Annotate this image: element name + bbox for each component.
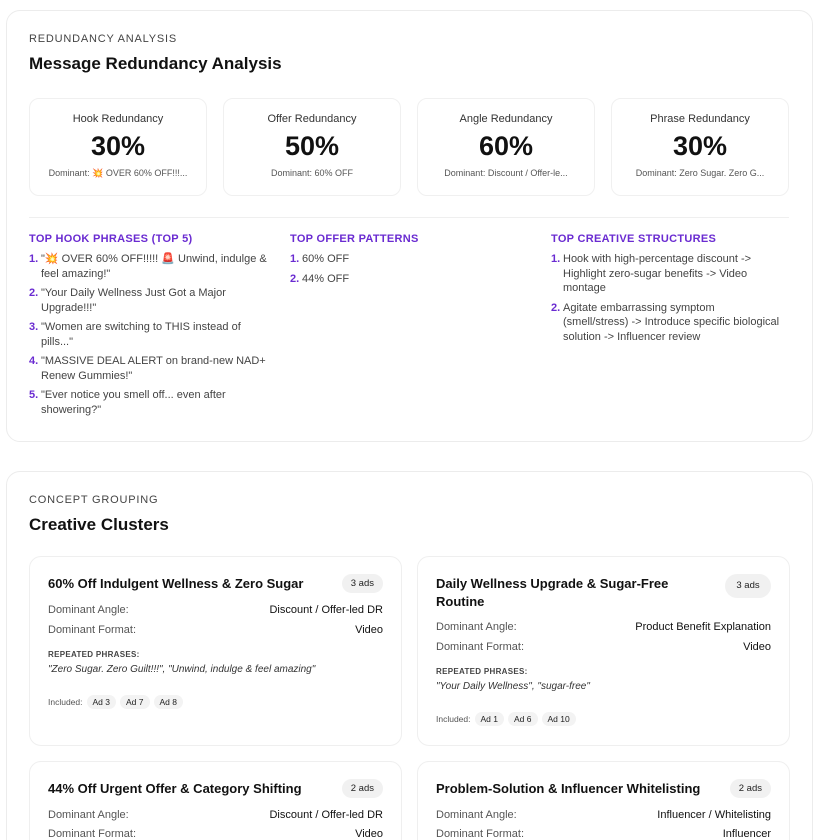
- included-label: Included:: [48, 697, 83, 707]
- row-key: Dominant Angle:: [48, 604, 129, 616]
- section-title: Creative Clusters: [29, 515, 169, 534]
- metric-dominant: Dominant: Zero Sugar. Zero G...: [635, 168, 765, 178]
- phrase-redundancy-metric: [611, 98, 789, 196]
- list-number: 5.: [29, 389, 39, 401]
- list-number: 2.: [551, 301, 561, 314]
- metric-dominant: Dominant: Discount / Offer-le...: [444, 168, 568, 178]
- repeated-phrases: "Zero Sugar. Zero Guilt!!!", "Unwind, indulge & feel amazing": [48, 664, 316, 675]
- list-item: [551, 252, 781, 296]
- offer-redundancy-metric: [223, 98, 401, 196]
- ad-count-badge: 2 ads: [730, 779, 771, 798]
- list-text: "Women are switching to THIS instead of pills...": [41, 321, 241, 348]
- row-key: Dominant Angle:: [436, 621, 517, 633]
- creative-clusters-card: [6, 471, 813, 840]
- row-key: Dominant Format:: [48, 624, 137, 636]
- dominant-angle-row: [48, 604, 383, 616]
- ad-count-badge: 2 ads: [342, 779, 383, 798]
- row-value: Video: [355, 828, 383, 840]
- list-number: 3.: [29, 321, 39, 333]
- included-ads: [436, 712, 576, 726]
- top-creative-structures: [551, 233, 781, 349]
- metric-value: 30%: [90, 131, 146, 161]
- dominant-format-row: [436, 828, 771, 840]
- list-heading: TOP CREATIVE STRUCTURES: [551, 233, 717, 245]
- row-value: Discount / Offer-led DR: [269, 809, 383, 821]
- row-key: Dominant Angle:: [48, 809, 129, 821]
- cluster-card[interactable]: [417, 761, 790, 840]
- angle-redundancy-metric: [417, 98, 595, 196]
- row-value: Discount / Offer-led DR: [269, 604, 383, 616]
- list-item: [290, 252, 530, 267]
- list-number: 4.: [29, 355, 39, 367]
- list-number: 1.: [551, 253, 561, 265]
- ad-chip[interactable]: Ad 1: [475, 712, 505, 726]
- list-item: [29, 320, 271, 349]
- list-item: [290, 272, 530, 287]
- row-value: Product Benefit Explanation: [635, 621, 771, 633]
- cluster-title: Problem-Solution & Influencer Whitelisting: [436, 781, 701, 796]
- top-hook-phrases: [29, 233, 271, 422]
- section-eyebrow: REDUNDANCY ANALYSIS: [29, 33, 178, 45]
- dominant-angle-row: [48, 809, 383, 821]
- redundancy-analysis-card: [6, 10, 813, 442]
- cluster-title: 44% Off Urgent Offer & Category Shifting: [48, 781, 302, 796]
- dominant-angle-row: [436, 621, 771, 633]
- list-text: 44% OFF: [302, 272, 350, 285]
- ad-count-badge: 3 ads: [725, 574, 771, 598]
- list-item: [29, 388, 271, 417]
- ad-chip[interactable]: Ad 10: [542, 712, 576, 726]
- repeated-phrases: "Your Daily Wellness", "sugar-free": [436, 681, 590, 692]
- list-text: "💥 OVER 60% OFF!!!!! 🚨 Unwind, indulge & feel amazing!": [41, 253, 267, 280]
- list-text: Agitate embarrassing symptom (smell/stress) -> Introduce specific biological solution -> Influencer review: [563, 301, 780, 343]
- ad-chip[interactable]: Ad 7: [120, 695, 150, 709]
- list-item: [29, 354, 271, 383]
- list-number: 1.: [29, 253, 39, 265]
- list-text: Hook with high-percentage discount -> Highlight zero-sugar benefits -> Video montage: [563, 253, 752, 294]
- dominant-format-row: [436, 641, 771, 653]
- cluster-card[interactable]: [417, 556, 790, 746]
- list-number: 2.: [29, 287, 39, 299]
- divider: [29, 217, 789, 218]
- row-key: Dominant Format:: [436, 641, 525, 653]
- cluster-title: Daily Wellness Upgrade & Sugar-Free Routine: [436, 576, 669, 609]
- metric-value: 50%: [284, 131, 340, 161]
- list-text: "Your Daily Wellness Just Got a Major Upgrade!!!": [41, 287, 226, 314]
- row-value: Influencer: [722, 828, 771, 840]
- cluster-card[interactable]: [29, 761, 402, 840]
- section-title: Message Redundancy Analysis: [29, 54, 282, 73]
- metric-value: 30%: [672, 131, 728, 161]
- list-text: 60% OFF: [302, 253, 350, 265]
- list-text: "Ever notice you smell off... even after showering?": [41, 389, 226, 416]
- row-value: Video: [743, 641, 771, 653]
- ad-count-badge: 3 ads: [342, 574, 383, 593]
- included-ads: [48, 695, 183, 709]
- dominant-angle-row: [436, 809, 771, 821]
- ad-chip[interactable]: Ad 6: [508, 712, 538, 726]
- ad-chip[interactable]: Ad 8: [154, 695, 184, 709]
- row-value: Influencer / Whitelisting: [657, 809, 771, 821]
- list-item: [551, 301, 781, 345]
- row-key: Dominant Format:: [48, 828, 137, 840]
- row-key: Dominant Angle:: [436, 809, 517, 821]
- cluster-title: 60% Off Indulgent Wellness & Zero Sugar: [48, 576, 304, 591]
- included-label: Included:: [436, 714, 471, 724]
- cluster-card[interactable]: [29, 556, 402, 746]
- row-value: Video: [355, 624, 383, 636]
- list-item: [29, 286, 271, 315]
- metric-value: 60%: [478, 131, 534, 161]
- list-number: 1.: [290, 253, 300, 265]
- list-number: 2.: [290, 272, 300, 285]
- list-heading: TOP HOOK PHRASES (TOP 5): [29, 233, 193, 245]
- list-item: [29, 252, 271, 281]
- metric-dominant: Dominant: 60% OFF: [270, 168, 354, 178]
- list-text: "MASSIVE DEAL ALERT on brand-new NAD+ Renew Gummies!": [41, 355, 266, 382]
- hook-redundancy-metric: [29, 98, 207, 196]
- metric-label: Hook Redundancy: [72, 113, 164, 125]
- repeated-phrases-label: REPEATED PHRASES:: [436, 667, 528, 676]
- list-heading: TOP OFFER PATTERNS: [290, 233, 419, 245]
- metric-label: Phrase Redundancy: [650, 113, 750, 125]
- metric-label: Offer Redundancy: [267, 113, 357, 125]
- top-offer-patterns: [290, 233, 530, 291]
- dominant-format-row: [48, 624, 383, 636]
- ad-chip[interactable]: Ad 3: [87, 695, 117, 709]
- section-eyebrow: CONCEPT GROUPING: [29, 494, 159, 506]
- dominant-format-row: [48, 828, 383, 840]
- metric-label: Angle Redundancy: [459, 113, 553, 125]
- repeated-phrases-label: REPEATED PHRASES:: [48, 650, 140, 659]
- row-key: Dominant Format:: [436, 828, 525, 840]
- metric-dominant: Dominant: 💥 OVER 60% OFF!!!...: [48, 168, 188, 178]
